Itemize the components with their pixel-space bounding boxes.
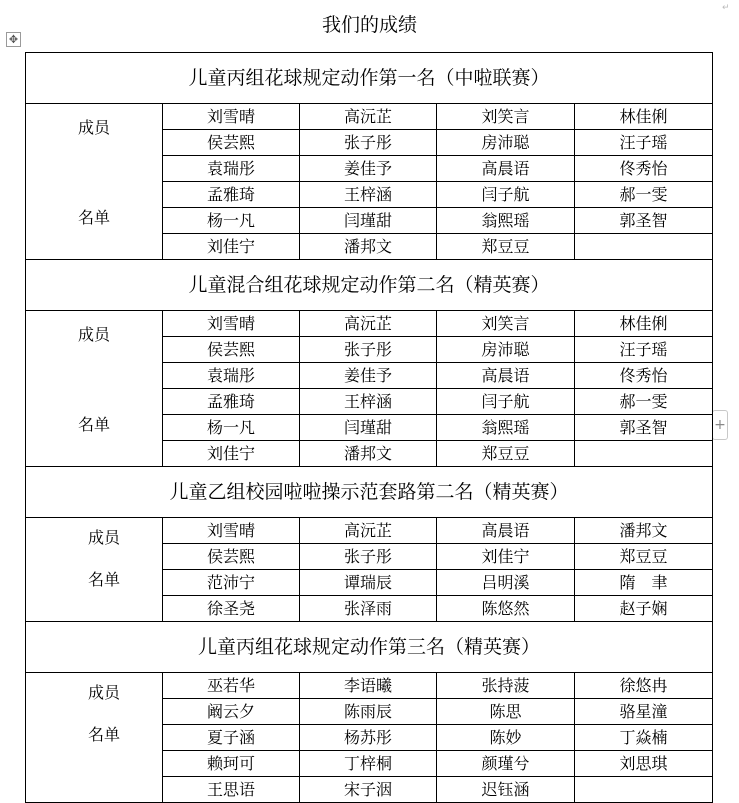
- member-name-cell: 孟雅琦: [163, 389, 300, 415]
- member-name-cell: 隋 聿: [575, 570, 713, 596]
- member-name-cell: 潘邦文: [575, 518, 713, 544]
- member-name-cell: 陈思: [437, 699, 575, 725]
- label-members: 成员: [77, 325, 110, 344]
- label-list: 名单: [77, 208, 110, 227]
- member-name-cell: 刘佳宁: [163, 441, 300, 467]
- member-name-cell: 高晨语: [437, 518, 575, 544]
- label-list: 名单: [87, 725, 120, 744]
- member-name-cell: 徐悠冉: [575, 673, 713, 699]
- section-header-row: [26, 53, 713, 104]
- corner-mark: ↵: [722, 3, 730, 13]
- member-name-cell: 张子彤: [300, 544, 437, 570]
- label-members: 成员: [87, 683, 120, 702]
- section-heading: 儿童混合组花球规定动作第二名（精英赛）: [26, 260, 713, 311]
- section-header-row: [26, 467, 713, 518]
- member-name-cell: 闫子航: [437, 389, 575, 415]
- member-name-cell: [575, 234, 713, 260]
- member-name-cell: 闫瑾甜: [300, 415, 437, 441]
- section-header-row: [26, 260, 713, 311]
- member-name-cell: 刘雪晴: [163, 518, 300, 544]
- member-name-cell: 汪子瑶: [575, 130, 713, 156]
- member-label-cell: [26, 311, 163, 467]
- member-name-cell: 巫若华: [163, 673, 300, 699]
- member-name-cell: 刘笑言: [437, 311, 575, 337]
- member-name-cell: 郭圣智: [575, 208, 713, 234]
- member-name-cell: 宋子洇: [300, 777, 437, 803]
- member-name-cell: 杨苏彤: [300, 725, 437, 751]
- member-name-cell: 谭瑞辰: [300, 570, 437, 596]
- member-name-cell: 徐圣尧: [163, 596, 300, 622]
- member-name-cell: 高沅芷: [300, 518, 437, 544]
- member-name-cell: 丁梓桐: [300, 751, 437, 777]
- member-name-cell: 范沛宁: [163, 570, 300, 596]
- label-list: 名单: [87, 570, 120, 589]
- member-name-cell: 骆星潼: [575, 699, 713, 725]
- member-name-cell: 刘思琪: [575, 751, 713, 777]
- add-column-handle-icon[interactable]: +: [712, 410, 728, 440]
- member-name-cell: 房沛聪: [437, 337, 575, 363]
- member-name-cell: 吕明溪: [437, 570, 575, 596]
- member-name-cell: 杨一凡: [163, 208, 300, 234]
- table-row: [26, 518, 713, 544]
- member-name-cell: 张持菠: [437, 673, 575, 699]
- member-name-cell: 张子彤: [300, 130, 437, 156]
- member-name-cell: 张子彤: [300, 337, 437, 363]
- member-name-cell: 王梓涵: [300, 389, 437, 415]
- member-name-cell: 高沅芷: [300, 104, 437, 130]
- member-name-cell: 郑豆豆: [437, 234, 575, 260]
- member-name-cell: 高晨语: [437, 156, 575, 182]
- member-name-cell: 侯芸熙: [163, 337, 300, 363]
- member-name-cell: 闫瑾甜: [300, 208, 437, 234]
- member-name-cell: 佟秀怡: [575, 156, 713, 182]
- table-row: [26, 311, 713, 337]
- member-name-cell: 刘佳宁: [163, 234, 300, 260]
- member-name-cell: 高晨语: [437, 363, 575, 389]
- member-name-cell: 佟秀怡: [575, 363, 713, 389]
- member-name-cell: 赖珂可: [163, 751, 300, 777]
- member-name-cell: 姜佳予: [300, 363, 437, 389]
- member-name-cell: 阚云夕: [163, 699, 300, 725]
- member-label-cell: [26, 673, 163, 803]
- member-name-cell: 郭圣智: [575, 415, 713, 441]
- section-heading: 儿童丙组花球规定动作第一名（中啦联赛）: [26, 53, 713, 104]
- label-members: 成员: [77, 118, 110, 137]
- member-name-cell: 颜瑾兮: [437, 751, 575, 777]
- member-name-cell: 赵子娴: [575, 596, 713, 622]
- member-name-cell: 李语曦: [300, 673, 437, 699]
- member-name-cell: 刘雪晴: [163, 311, 300, 337]
- member-name-cell: 潘邦文: [300, 441, 437, 467]
- member-label-cell: [26, 104, 163, 260]
- member-name-cell: 陈雨辰: [300, 699, 437, 725]
- member-name-cell: 陈妙: [437, 725, 575, 751]
- member-name-cell: [575, 441, 713, 467]
- member-name-cell: 高沅芷: [300, 311, 437, 337]
- label-members: 成员: [87, 528, 120, 547]
- member-name-cell: 郝一雯: [575, 182, 713, 208]
- member-name-cell: 林佳俐: [575, 311, 713, 337]
- member-name-cell: 袁瑞彤: [163, 156, 300, 182]
- member-name-cell: 侯芸熙: [163, 544, 300, 570]
- member-name-cell: 郑豆豆: [437, 441, 575, 467]
- member-name-cell: 姜佳予: [300, 156, 437, 182]
- member-name-cell: 陈悠然: [437, 596, 575, 622]
- member-name-cell: 汪子瑶: [575, 337, 713, 363]
- member-name-cell: 张泽雨: [300, 596, 437, 622]
- member-name-cell: 潘邦文: [300, 234, 437, 260]
- section-heading: 儿童丙组花球规定动作第三名（精英赛）: [26, 622, 713, 673]
- page-title: 我们的成绩: [321, 14, 417, 36]
- member-name-cell: 郝一雯: [575, 389, 713, 415]
- member-name-cell: 王梓涵: [300, 182, 437, 208]
- table-row: [26, 104, 713, 130]
- label-list: 名单: [77, 415, 110, 434]
- member-name-cell: 闫子航: [437, 182, 575, 208]
- member-name-cell: 翁熙瑶: [437, 415, 575, 441]
- member-name-cell: 刘佳宁: [437, 544, 575, 570]
- member-label-cell: [26, 518, 163, 622]
- member-name-cell: 房沛聪: [437, 130, 575, 156]
- member-name-cell: 袁瑞彤: [163, 363, 300, 389]
- member-name-cell: 侯芸熙: [163, 130, 300, 156]
- member-name-cell: 杨一凡: [163, 415, 300, 441]
- table-move-handle-icon[interactable]: ✥: [6, 32, 21, 47]
- section-heading: 儿童乙组校园啦啦操示范套路第二名（精英赛）: [26, 467, 713, 518]
- member-name-cell: 迟钰涵: [437, 777, 575, 803]
- member-name-cell: 刘雪晴: [163, 104, 300, 130]
- member-name-cell: 林佳俐: [575, 104, 713, 130]
- member-name-cell: 翁熙瑶: [437, 208, 575, 234]
- section-header-row: [26, 622, 713, 673]
- member-name-cell: 丁焱楠: [575, 725, 713, 751]
- results-table: [25, 52, 713, 803]
- member-name-cell: 王思语: [163, 777, 300, 803]
- member-name-cell: 刘笑言: [437, 104, 575, 130]
- member-name-cell: 夏子涵: [163, 725, 300, 751]
- member-name-cell: 郑豆豆: [575, 544, 713, 570]
- table-row: [26, 673, 713, 699]
- member-name-cell: 孟雅琦: [163, 182, 300, 208]
